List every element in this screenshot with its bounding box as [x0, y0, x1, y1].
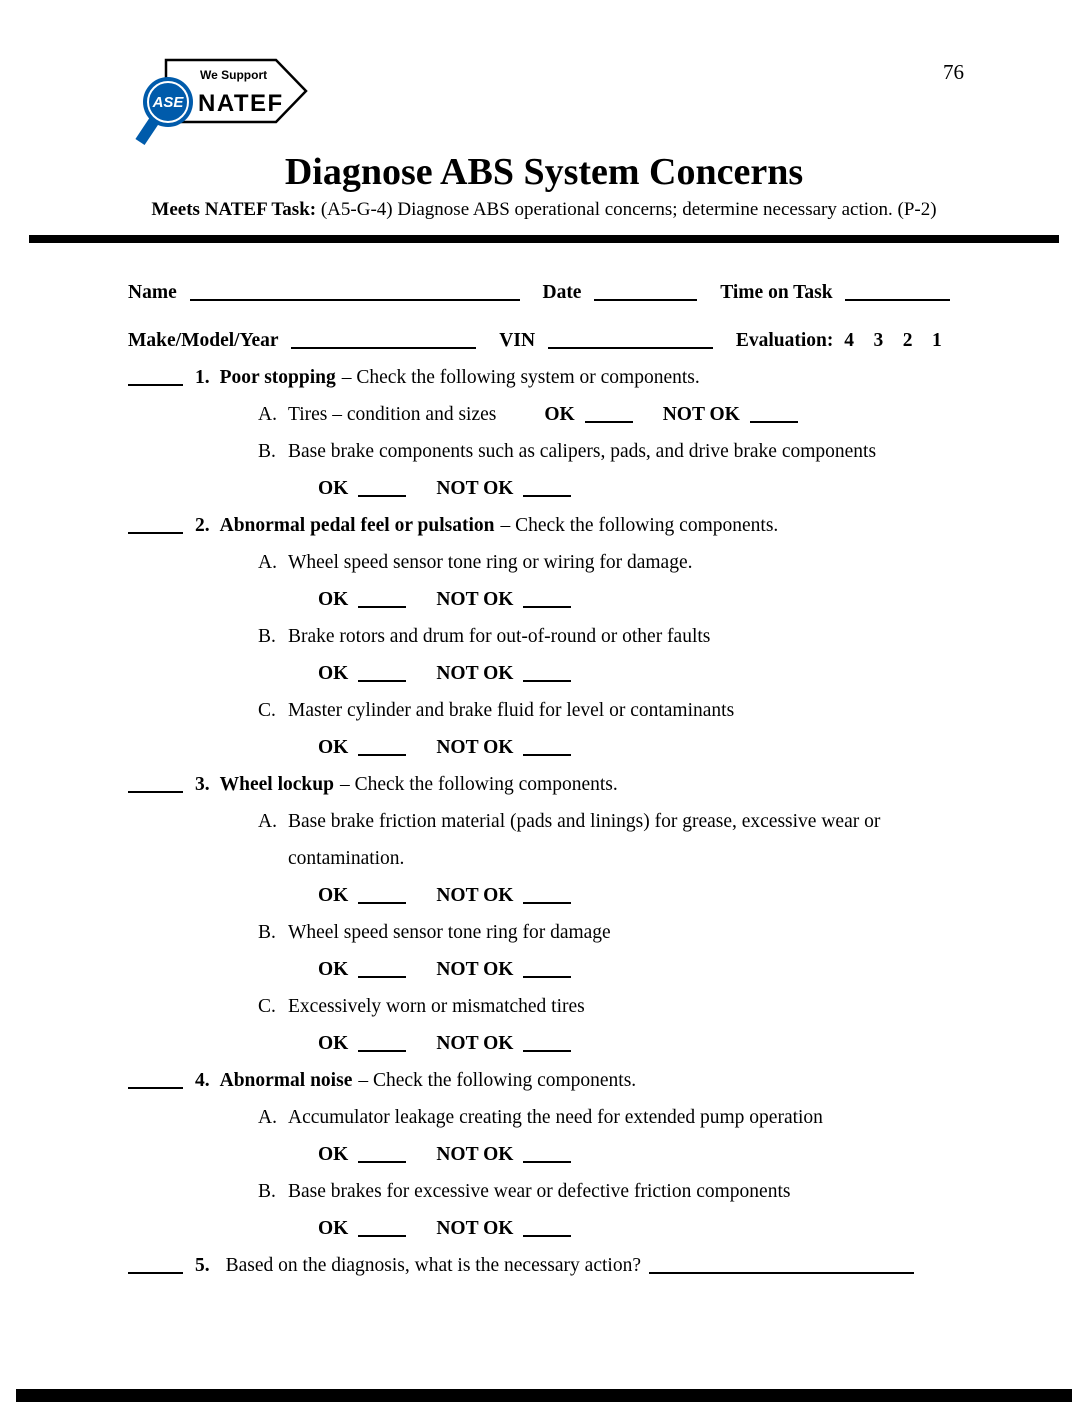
sub-item-letter: C.: [258, 996, 276, 1017]
item-title: Wheel lockup: [219, 774, 334, 795]
natef-logo-graphic: [128, 52, 318, 152]
not-ok-label: NOT OK: [662, 404, 740, 425]
page-number: 76: [943, 60, 964, 84]
sub-item-letter: B.: [258, 1181, 276, 1202]
task-label: Meets NATEF Task:: [151, 199, 317, 220]
not-ok-blank: [523, 1225, 571, 1237]
ase-key-icon: [140, 77, 193, 142]
ok-label: OK: [318, 1033, 349, 1054]
sub-item-letter: B.: [258, 922, 276, 943]
not-ok-label: NOT OK: [436, 1033, 514, 1054]
ok-notok-row: [318, 581, 1088, 618]
time-on-task-label: Time on Task: [720, 282, 833, 303]
ok-blank: [358, 966, 406, 978]
vin-blank: [548, 337, 713, 349]
form-row-vehicle: [128, 327, 1088, 355]
checklist-item-heading: [128, 359, 1088, 396]
item-number: 3.: [195, 774, 210, 795]
ok-notok-row: [318, 1136, 1088, 1173]
sub-item-letter: A.: [258, 811, 277, 832]
ok-notok-fields: [318, 478, 571, 499]
item-intro: – Check the following system or components.: [341, 367, 700, 388]
checklist-sub-item: [258, 1099, 1088, 1136]
not-ok-blank: [523, 485, 571, 497]
item-intro: – Check the following components.: [358, 1070, 637, 1091]
item-title: Abnormal noise: [219, 1070, 353, 1091]
sub-item-letter: C.: [258, 700, 276, 721]
ok-label: OK: [318, 663, 349, 684]
not-ok-blank: [523, 1151, 571, 1163]
item-number: 1.: [195, 367, 210, 388]
sub-item-text: Base brake components such as calipers, pads, and drive brake components: [288, 441, 877, 462]
page-title: Diagnose ABS System Concerns: [284, 151, 804, 193]
ok-notok-fields: [318, 1144, 571, 1165]
logo-natef-text: NATEF: [198, 90, 284, 117]
ok-label: OK: [544, 404, 575, 425]
sub-item-text: Accumulator leakage creating the need for extended pump operation: [288, 1107, 823, 1128]
checklist-sub-item: [258, 914, 1088, 951]
sub-item-text: Excessively worn or mismatched tires: [288, 996, 585, 1017]
sub-item-text: Base brake friction material (pads and linings) for grease, excessive wear or contamination.: [288, 811, 881, 869]
sub-item-text: Base brakes for excessive wear or defective friction components: [288, 1181, 791, 1202]
not-ok-label: NOT OK: [436, 737, 514, 758]
grade-blank: [128, 522, 183, 534]
item-intro: Based on the diagnosis, what is the necessary action?: [225, 1255, 641, 1276]
ok-label: OK: [318, 737, 349, 758]
checklist-sub-item: [258, 396, 1088, 433]
item-intro: – Check the following components.: [339, 774, 618, 795]
not-ok-blank: [523, 596, 571, 608]
ok-notok-fields: [318, 1033, 571, 1054]
item-number: 5.: [195, 1255, 210, 1276]
sub-item-letter: B.: [258, 441, 276, 462]
ok-label: OK: [318, 589, 349, 610]
ok-notok-row: [318, 470, 1088, 507]
header-divider: [29, 235, 1059, 243]
checklist-sub-item: [258, 544, 1088, 581]
not-ok-blank: [523, 670, 571, 682]
vin-label: VIN: [499, 330, 536, 351]
footer-divider: [16, 1389, 1072, 1402]
make-model-year-label: Make/Model/Year: [128, 330, 279, 351]
ok-label: OK: [318, 1144, 349, 1165]
checklist-item-heading: [128, 766, 1088, 803]
make-model-year-blank: [291, 337, 476, 349]
ok-notok-fields: [318, 737, 571, 758]
ok-notok-fields: [544, 396, 797, 433]
ok-blank: [358, 1151, 406, 1163]
ok-notok-row: [318, 1025, 1088, 1062]
not-ok-blank: [523, 966, 571, 978]
ok-notok-fields: [318, 589, 571, 610]
checklist-sub-item: [258, 803, 1088, 877]
grade-blank: [128, 781, 183, 793]
answer-blank: [649, 1262, 914, 1274]
not-ok-label: NOT OK: [436, 885, 514, 906]
not-ok-blank: [523, 892, 571, 904]
ok-blank: [358, 1225, 406, 1237]
grade-blank: [128, 1077, 183, 1089]
ok-label: OK: [318, 478, 349, 499]
checklist-item-heading: [128, 507, 1088, 544]
item-intro: – Check the following components.: [500, 515, 779, 536]
sub-item-text: Brake rotors and drum for out-of-round or other faults: [288, 626, 711, 647]
name-label: Name: [128, 282, 177, 303]
evaluation-scale: 4 3 2 1: [844, 330, 942, 351]
checklist-sub-item: [258, 988, 1088, 1025]
sub-item-letter: B.: [258, 626, 276, 647]
ok-blank: [358, 670, 406, 682]
sub-item-text: Tires – condition and sizes: [288, 404, 497, 425]
checklist-sub-item: [258, 433, 1088, 470]
not-ok-blank: [750, 411, 798, 423]
ok-label: OK: [318, 885, 349, 906]
checklist-item-heading: [128, 1062, 1088, 1099]
grade-blank: [128, 374, 183, 386]
not-ok-label: NOT OK: [436, 663, 514, 684]
item-title: Poor stopping: [219, 367, 336, 388]
ok-notok-fields: [318, 885, 571, 906]
ok-blank: [358, 596, 406, 608]
not-ok-blank: [523, 1040, 571, 1052]
name-blank: [190, 289, 520, 301]
checklist-sub-item: [258, 1173, 1088, 1210]
task-text: (A5-G-4) Diagnose ABS operational concerns; determine necessary action. (P-2): [320, 199, 937, 220]
form-row-identification: [128, 279, 1088, 307]
date-blank: [594, 289, 697, 301]
logo-we-support-text: We Support: [200, 68, 268, 82]
ok-blank: [358, 485, 406, 497]
not-ok-label: NOT OK: [436, 1144, 514, 1165]
ok-notok-row: [318, 729, 1088, 766]
ok-notok-fields: [318, 959, 571, 980]
sub-item-text: Master cylinder and brake fluid for level or contaminants: [288, 700, 735, 721]
item-number: 2.: [195, 515, 210, 536]
ok-notok-fields: [318, 1218, 571, 1239]
sub-item-text: Wheel speed sensor tone ring for damage: [288, 922, 611, 943]
date-label: Date: [542, 282, 582, 303]
not-ok-blank: [523, 744, 571, 756]
not-ok-label: NOT OK: [436, 959, 514, 980]
logo-ase-text: ASE: [152, 94, 184, 111]
ok-notok-row: [318, 951, 1088, 988]
natef-logo: [128, 52, 318, 157]
ok-label: OK: [318, 959, 349, 980]
ok-blank: [358, 744, 406, 756]
checklist-sub-item: [258, 618, 1088, 655]
grade-blank: [128, 1262, 183, 1274]
ok-blank: [585, 411, 633, 423]
checklist-item-heading: [128, 1247, 1088, 1284]
ok-notok-row: [318, 1210, 1088, 1247]
checklist-sub-item: [258, 692, 1088, 729]
ok-blank: [358, 1040, 406, 1052]
sub-item-letter: A.: [258, 552, 277, 573]
ok-notok-row: [318, 655, 1088, 692]
ok-label: OK: [318, 1218, 349, 1239]
ok-blank: [358, 892, 406, 904]
sub-item-letter: A.: [258, 404, 277, 425]
ok-notok-row: [318, 877, 1088, 914]
time-on-task-blank: [845, 289, 950, 301]
sub-item-letter: A.: [258, 1107, 277, 1128]
evaluation-label: Evaluation:: [735, 330, 834, 351]
not-ok-label: NOT OK: [436, 1218, 514, 1239]
not-ok-label: NOT OK: [436, 589, 514, 610]
not-ok-label: NOT OK: [436, 478, 514, 499]
item-title: Abnormal pedal feel or pulsation: [219, 515, 495, 536]
diagnosis-checklist: [0, 359, 1088, 1284]
sub-item-text: Wheel speed sensor tone ring or wiring for damage.: [288, 552, 693, 573]
task-subtitle: [134, 196, 954, 223]
ok-notok-fields: [318, 663, 571, 684]
item-number: 4.: [195, 1070, 210, 1091]
